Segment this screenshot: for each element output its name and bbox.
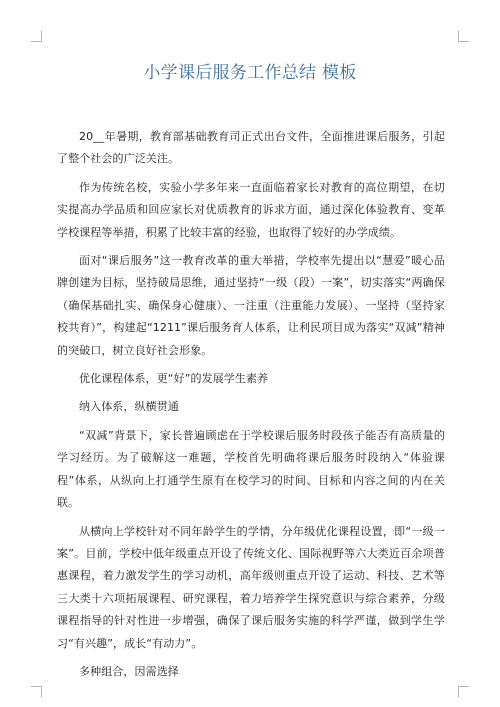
document-title: 小学课后服务工作总结 模板 (143, 63, 357, 83)
paragraph-service-system: 面对“课后服务”这一教育改革的重大举措，学校率先提出以“慧爱”暖心品牌创建为目标，坚持破局思维，通过坚持“一级（段）一案”，切实落实“两确保（确保基础扎实、确保身心健康）、一注重（注重能力发展）、一坚持（坚持家校共育）”，构建起“1211”课后服务育人体系，让利民项目成为落实“双减”精神的突破口，树立良好社会形象。 (57, 254, 445, 357)
crop-mark-bottom-right (458, 686, 469, 697)
paragraph-vertical-integration: “双减”背景下，家长普遍顾虑在于学校课后服务时段孩子能否有高质量的学习经历。为了破解这一难题，学校首先明确将课后服务时段纳入“体验课程”体系，从纵向上打通学生原有在校学习的时间、目标和内容之间的内在关联。 (57, 428, 445, 510)
section-heading-curriculum: 优化课程体系，更“好”的发展学生素养 (79, 372, 269, 386)
subsection-heading-combination: 多种组合，因需选择 (79, 664, 179, 678)
paragraph-horizontal-integration: 从横向上学校针对不同年龄学生的学情，分年级优化课程设置，即“一级一案”。目前，学校中低年级重点开设了传统文化、国际视野等六大类近百余项普惠课程，着力激发学生的学习动机，高年级则重点开设了运动、科技、艺术等三大类十六项拓展课程、研究课程，着力培养学生探究意识与综合素养，分级课程指导的针对性进一步增强，确保了课后服务实施的科学严谨，做到学生学习“有兴趣”，成长“有动力”。 (57, 524, 445, 650)
paragraph-intro: 20__年暑期，教育部基础教育司正式出台文件，全面推进课后服务，引起了整个社会的广泛关注。 (57, 130, 445, 166)
document-body (57, 126, 445, 683)
subsection-heading-integration: 纳入体系，纵横贯通 (79, 400, 179, 414)
paragraph-school-background: 作为传统名校，实验小学多年来一直面临着家长对教育的高位期望，在切实提高办学品质和回应家长对优质教育的诉求方面，通过深化体验教育、变革学校课程等举措，积累了比较丰富的经验，也取得了较好的办学成绩。 (57, 180, 445, 239)
crop-mark-bottom-left (31, 686, 42, 697)
crop-mark-top-left (31, 31, 42, 42)
crop-mark-top-right (458, 31, 469, 42)
